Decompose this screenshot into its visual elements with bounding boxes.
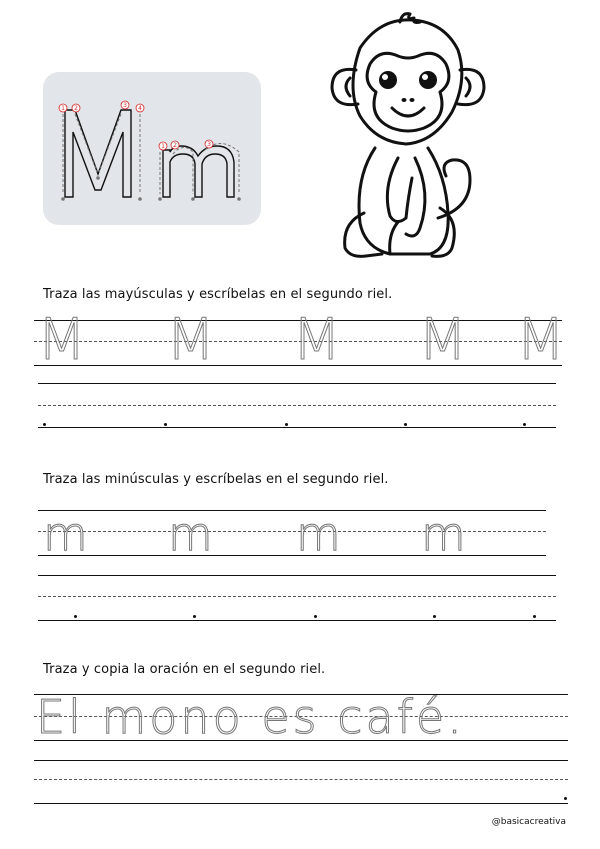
credit-handle: @basicacreativa	[491, 817, 566, 827]
letter-stroke-guide	[43, 72, 261, 225]
rail-midline	[38, 531, 546, 532]
instruction-sentence: Traza y copia la oración en el segundo riel.	[43, 662, 326, 677]
end-dot	[564, 797, 567, 800]
start-dot	[43, 423, 46, 426]
stroke-number: 1	[61, 105, 65, 112]
start-dot	[404, 423, 407, 426]
trace-letter: m	[421, 507, 466, 561]
rail-line	[38, 555, 546, 556]
start-dot	[314, 615, 317, 618]
write-rail-line	[34, 760, 568, 761]
letter-card	[43, 72, 261, 225]
start-dot	[193, 615, 196, 618]
write-rail-midline	[38, 596, 556, 597]
start-dot	[285, 423, 288, 426]
trace-letter: M	[418, 307, 468, 373]
write-rail-line	[34, 803, 568, 804]
stroke-number: 4	[138, 105, 142, 112]
write-rail-line	[38, 620, 556, 621]
trace-sentence: El mono es café.	[36, 690, 465, 744]
trace-letter: M	[516, 307, 566, 373]
start-dot	[523, 423, 526, 426]
monkey-illustration	[320, 8, 490, 266]
start-dot	[164, 423, 167, 426]
write-rail-midline	[38, 405, 556, 406]
write-rail-line	[38, 427, 556, 428]
stroke-number: 1	[161, 143, 165, 150]
trace-letter: m	[168, 507, 213, 561]
trace-letter: m	[43, 507, 88, 561]
rail-line	[38, 510, 546, 511]
stroke-number: 2	[173, 142, 177, 149]
write-rail-line	[38, 575, 556, 576]
instruction-lowercase: Traza las minúsculas y escríbelas en el segundo riel.	[43, 472, 389, 487]
stroke-number: 3	[123, 102, 127, 109]
start-dot	[433, 615, 436, 618]
write-rail-midline	[34, 779, 568, 780]
start-dot	[74, 615, 77, 618]
trace-letter: M	[166, 307, 216, 373]
trace-letter: M	[292, 307, 342, 373]
stroke-number: 3	[207, 141, 211, 148]
write-rail-line	[38, 383, 556, 384]
trace-letter: m	[296, 507, 341, 561]
instruction-uppercase: Traza las mayúsculas y escríbelas en el segundo riel.	[43, 287, 393, 302]
stroke-number: 2	[74, 105, 78, 112]
start-dot	[533, 615, 536, 618]
trace-letter: M	[37, 307, 87, 373]
